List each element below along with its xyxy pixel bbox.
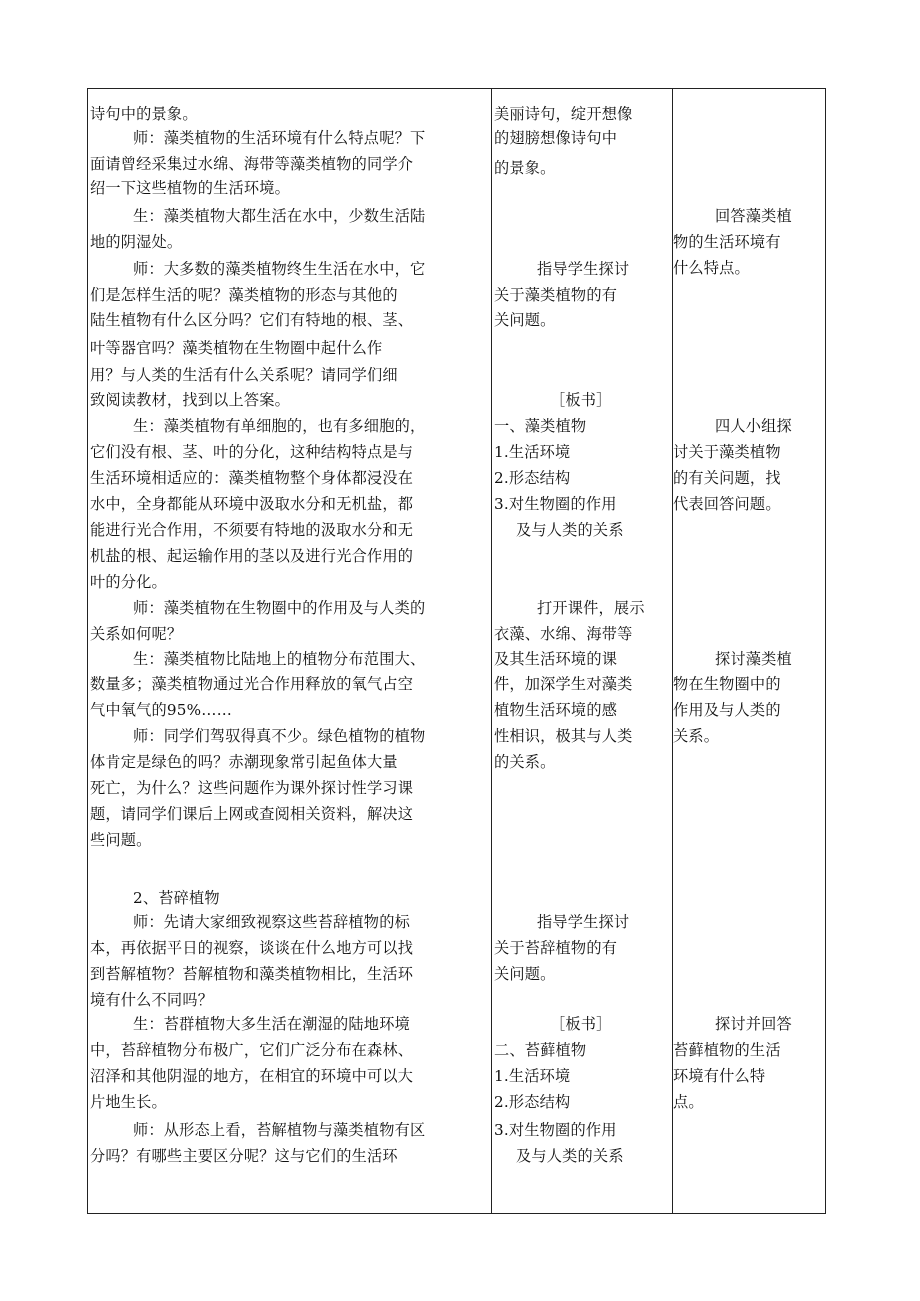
col2-text-line: 1.生活环境 [494,1067,571,1085]
col2-text-line: 2.形态结构 [494,469,571,487]
student-activity-cell [673,89,825,1213]
teacher-activity-cell [492,89,672,1213]
col2-text-line: 指导学生探讨 [537,260,630,278]
col2-text-line: 的关系。 [494,753,556,771]
col1-text-line: 能进行光合作用，不须要有特地的汲取水分和无 [90,521,414,539]
col2-text-line: 二、苔藓植物 [494,1041,587,1059]
col1-text-line: 叶的分化。 [90,573,167,591]
col2-text-line: 性相识，极其与人类 [494,727,633,745]
col3-text-line: 四人小组探 [715,417,792,435]
col2-text-line: 一、藻类植物 [494,417,587,435]
col1-text-line: 地的阴湿处。 [90,233,183,251]
col1-text-line: 师：同学们驾驭得真不少。绿色植物的植物 [133,727,426,745]
col1-text-line: 生：藻类植物比陆地上的植物分布范围大、 [133,650,426,668]
col3-text-line: 的有关问题，找 [673,469,781,487]
col1-text-line: 生：苔群植物大多生活在潮湿的陆地环境 [133,1015,410,1033]
col2-text-line: 及与人类的关系 [516,1147,624,1165]
col1-text-line: 师：从形态上看，苔解植物与藻类植物有区 [133,1121,426,1139]
col1-text-line: 致阅读教材，找到以上答案。 [90,391,291,409]
col1-text-line: 沼泽和其他阴湿的地方，在相宜的环境中可以大 [90,1067,414,1085]
col3-text-line: 关系。 [673,727,720,745]
col2-text-line: 打开课件，展示 [537,599,645,617]
col3-text-line: 物的生活环境有 [673,233,781,251]
col2-text-line: 件，加深学生对藻类 [494,675,633,693]
col1-text-line: 境有什么不同吗？ [90,991,214,1009]
col1-text-line: 死亡，为什么？这些问题作为课外探讨性学习课 [90,779,414,797]
col1-text-line: 生：藻类植物有单细胞的，也有多细胞的， [133,417,426,435]
col2-text-line: ［板书］ [550,391,612,409]
col1-text-line: 水中，全身都能从环境中汲取水分和无机盐，都 [90,495,414,513]
col2-text-line: ［板书］ [550,1015,612,1033]
col1-text-line: 绍一下这些植物的生活环境。 [90,179,291,197]
col2-text-line: 美丽诗句，绽开想像 [494,105,633,123]
col3-text-line: 探讨藻类植 [715,650,792,668]
col3-text-line: 物在生物圈中的 [673,675,781,693]
teaching-content-cell [88,89,491,1213]
col1-text-line: 们是怎样生活的呢？藻类植物的形态与其他的 [90,286,398,304]
col2-text-line: 1.生活环境 [494,443,571,461]
col1-text-line: 片地生长。 [90,1093,167,1111]
col2-text-line: 植物生活环境的感 [494,701,618,719]
col1-text-line: 气中氧气的95%…… [90,701,233,719]
col3-text-line: 环境有什么特 [673,1067,766,1085]
col2-text-line: 的景象。 [494,159,556,177]
col1-text-line: 题，请同学们课后上网或查阅相关资料，解决这 [90,805,414,823]
col2-text-line: 3.对生物圈的作用 [494,1121,617,1139]
col2-text-line: 2.形态结构 [494,1093,571,1111]
col1-text-line: 诗句中的景象。 [90,105,198,123]
col1-text-line: 它们没有根、茎、叶的分化，这种结构特点是与 [90,443,414,461]
col2-text-line: 关于苔辞植物的有 [494,939,618,957]
col3-text-line: 作用及与人类的 [673,701,781,719]
col1-text-line: 陆生植物有什么区分吗？它们有特地的根、茎、 [90,311,414,329]
col1-text-line: 2、苔碎植物 [133,889,220,907]
col1-text-line: 师：藻类植物的生活环境有什么特点呢？下 [133,129,426,147]
col1-text-line: 些问题。 [90,831,152,849]
col2-text-line: 衣藻、水绵、海带等 [494,625,633,643]
col1-text-line: 分吗？有哪些主要区分呢？这与它们的生活环 [90,1147,398,1165]
col2-text-line: 及其生活环境的课 [494,650,618,668]
col1-text-line: 师：先请大家细致视察这些苔辞植物的标 [133,913,410,931]
col3-text-line: 点。 [673,1093,704,1111]
col1-text-line: 用？与人类的生活有什么关系呢？请同学们细 [90,366,398,384]
col1-text-line: 生：藻类植物大都生活在水中，少数生活陆 [133,207,426,225]
col1-text-line: 体肯定是绿色的吗？赤潮现象常引起鱼体大量 [90,753,398,771]
col2-text-line: 指导学生探讨 [537,913,630,931]
col1-text-line: 叶等器官吗？藻类植物在生物圈中起什么作 [90,339,383,357]
col3-text-line: 代表回答问题。 [673,495,781,513]
col1-text-line: 关系如何呢？ [90,625,183,643]
col1-text-line: 面请曾经采集过水绵、海带等藻类植物的同学介 [90,155,414,173]
col2-text-line: 及与人类的关系 [516,521,624,539]
col3-text-line: 讨关于藻类植物 [673,443,781,461]
col2-text-line: 关于藻类植物的有 [494,286,618,304]
col2-text-line: 关问题。 [494,965,556,983]
col1-text-line: 中，苔辞植物分布极广，它们广泛分布在森林、 [90,1041,414,1059]
col1-text-line: 数量多；藻类植物通过光合作用释放的氧气占空 [90,675,414,693]
col1-text-line: 到苔解植物？苔解植物和藻类植物相比，生活环 [90,965,414,983]
col3-text-line: 苔藓植物的生活 [673,1041,781,1059]
col2-text-line: 3.对生物圈的作用 [494,495,617,513]
lesson-plan-table [87,88,826,1214]
col3-text-line: 回答藻类植 [715,207,792,225]
col2-text-line: 的翅膀想像诗句中 [494,129,618,147]
col3-text-line: 什么特点。 [673,259,750,277]
col1-text-line: 机盐的根、起运输作用的茎以及进行光合作用的 [90,547,414,565]
col2-text-line: 关问题。 [494,311,556,329]
col3-text-line: 探讨并回答 [715,1015,792,1033]
col1-text-line: 生活环境相适应的：藻类植物整个身体都浸没在 [90,469,414,487]
col1-text-line: 师：大多数的藻类植物终生生活在水中，它 [133,260,426,278]
col1-text-line: 本，再依据平日的视察，谈谈在什么地方可以找 [90,939,414,957]
col1-text-line: 师：藻类植物在生物圈中的作用及与人类的 [133,599,426,617]
